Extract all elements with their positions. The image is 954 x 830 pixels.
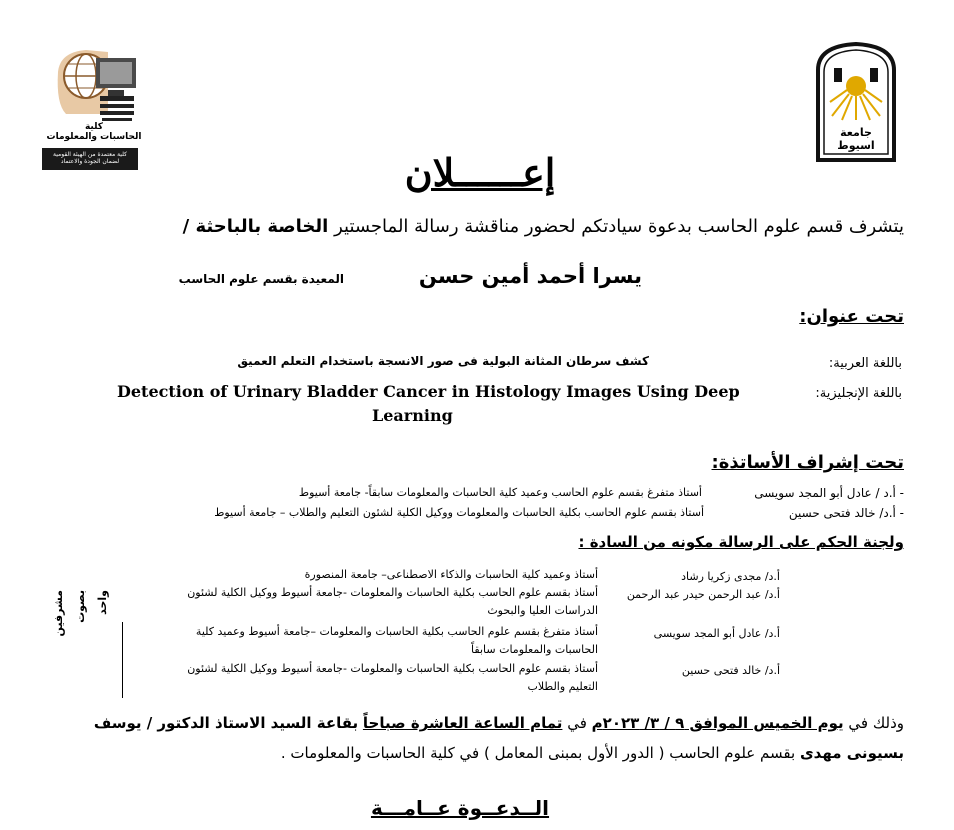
supervisor-2-name: - أ.د/ خالد فتحى حسين (788, 506, 904, 520)
faculty-logo-line2: الحاسبات والمعلومات (46, 132, 142, 142)
faculty-logo-line1: كلية (84, 122, 104, 132)
supervision-heading: تحت إشراف الأساتذة: (711, 452, 904, 473)
supervisor-1-desc: أستاذ متفرغ بقسم علوم الحاسب وعميد كلية الحاسبات والمعلومات سابقاً- جامعة أسيوط (298, 486, 702, 499)
intro-bold: الخاصة بالباحثة / (182, 216, 329, 237)
supervisor-2-desc: أستاذ بقسم علوم الحاسب بكلية الحاسبات والمعلومات ووكيل الكلية لشئون التعليم والطلاب – جامعة أسيوط (214, 506, 704, 519)
faculty-logo-band (42, 148, 138, 170)
side-label-line2: بصوت (74, 590, 87, 623)
schedule-time: تمام الساعة العاشرة صباحاً (362, 714, 563, 732)
faculty-logo-line4: لضمان الجودة والاعتماد (60, 158, 120, 165)
university-logo (814, 40, 898, 164)
public-invitation: الــدعــوة عــامـــة (370, 796, 550, 820)
supervisor-1-name: - أ.د / عادل أبو المجد سويسى (754, 486, 904, 500)
committee-member-4-desc-line1: أستاذ بقسم علوم الحاسب بكلية الحاسبات والمعلومات -جامعة أسيوط ووكيل الكلية لشئون (187, 662, 598, 675)
page-title: إعــــــلان (404, 150, 556, 195)
arabic-title: كشف سرطان المثانة البولية فى صور الانسجة باستخدام التعلم العميق (237, 354, 649, 368)
schedule-line-1 (94, 714, 904, 732)
committee-member-3-desc-line2: الحاسبات والمعلومات سابقاً (471, 643, 598, 656)
committee-member-1-name: أ.د/ مجدى زكريا رشاد (681, 570, 780, 583)
committee-member-2-name: أ.د/ عبد الرحمن حيدر عبد الرحمن (626, 588, 780, 601)
thesis-heading: تحت عنوان: (799, 306, 904, 327)
schedule-start: وذلك في (848, 714, 904, 732)
committee-member-2-desc-line2: الدراسات العليا والبحوث (487, 604, 598, 617)
committee-member-3-name: أ.د/ عادل أبو المجد سويسى (653, 627, 780, 640)
schedule-date: يوم الخميس الموافق ٩ / ٣/ ٢٠٢٣م (591, 714, 844, 732)
researcher-role: المعيدة بقسم علوم الحاسب (178, 272, 344, 286)
schedule-line-2 (281, 744, 904, 762)
schedule-location: بقسم علوم الحاسب ( الدور الأول بمبنى المعامل ) في كلية الحاسبات والمعلومات . (280, 744, 796, 762)
committee-member-3-desc-line1: أستاذ متفرغ بقسم علوم الحاسب بكلية الحاسبات والمعلومات –جامعة أسيوط وعميد كلية (195, 625, 598, 638)
schedule-hall-name: بسيونى مهدى (799, 744, 904, 762)
english-title-line1: Detection of Urinary Bladder Cancer in Histology Images Using Deep (117, 382, 740, 401)
schedule-mid: في (567, 714, 587, 732)
faculty-logo (38, 44, 150, 174)
faculty-logo-line3: كلية معتمدة من الهيئة القومية (53, 151, 127, 158)
committee-member-4-name: أ.د/ خالد فتحى حسين (681, 664, 780, 677)
researcher-name: يسرا أحمد أمين حسن (418, 264, 642, 288)
committee-member-4-desc-line2: التعليم والطلاب (527, 680, 598, 693)
arabic-label: باللغة العربية: (828, 356, 902, 371)
intro-line (183, 216, 904, 237)
university-logo-text: جامعة اسيوط (837, 126, 875, 152)
committee-member-1-desc: أستاذ وعميد كلية الحاسبات والذكاء الاصطناعى– جامعة المنصورة (304, 568, 598, 581)
intro-text: يتشرف قسم علوم الحاسب بدعوة سيادتكم لحضور مناقشة رسالة الماجستير (334, 216, 904, 237)
english-label: باللغة الإنجليزية: (815, 386, 902, 401)
joint-supervisors-bracket (122, 622, 123, 698)
schedule-hall: بقاعة السيد الاستاذ الدكتور / يوسف (93, 714, 359, 732)
committee-member-2-desc-line1: أستاذ بقسم علوم الحاسب بكلية الحاسبات والمعلومات -جامعة أسيوط ووكيل الكلية لشئون (187, 586, 598, 599)
side-label-line3: واحد (96, 590, 109, 615)
side-label-line1: مشرفين (52, 590, 65, 637)
committee-heading: ولجنة الحكم على الرسالة مكونه من السادة : (578, 533, 904, 551)
english-title-line2: Learning (372, 406, 453, 425)
